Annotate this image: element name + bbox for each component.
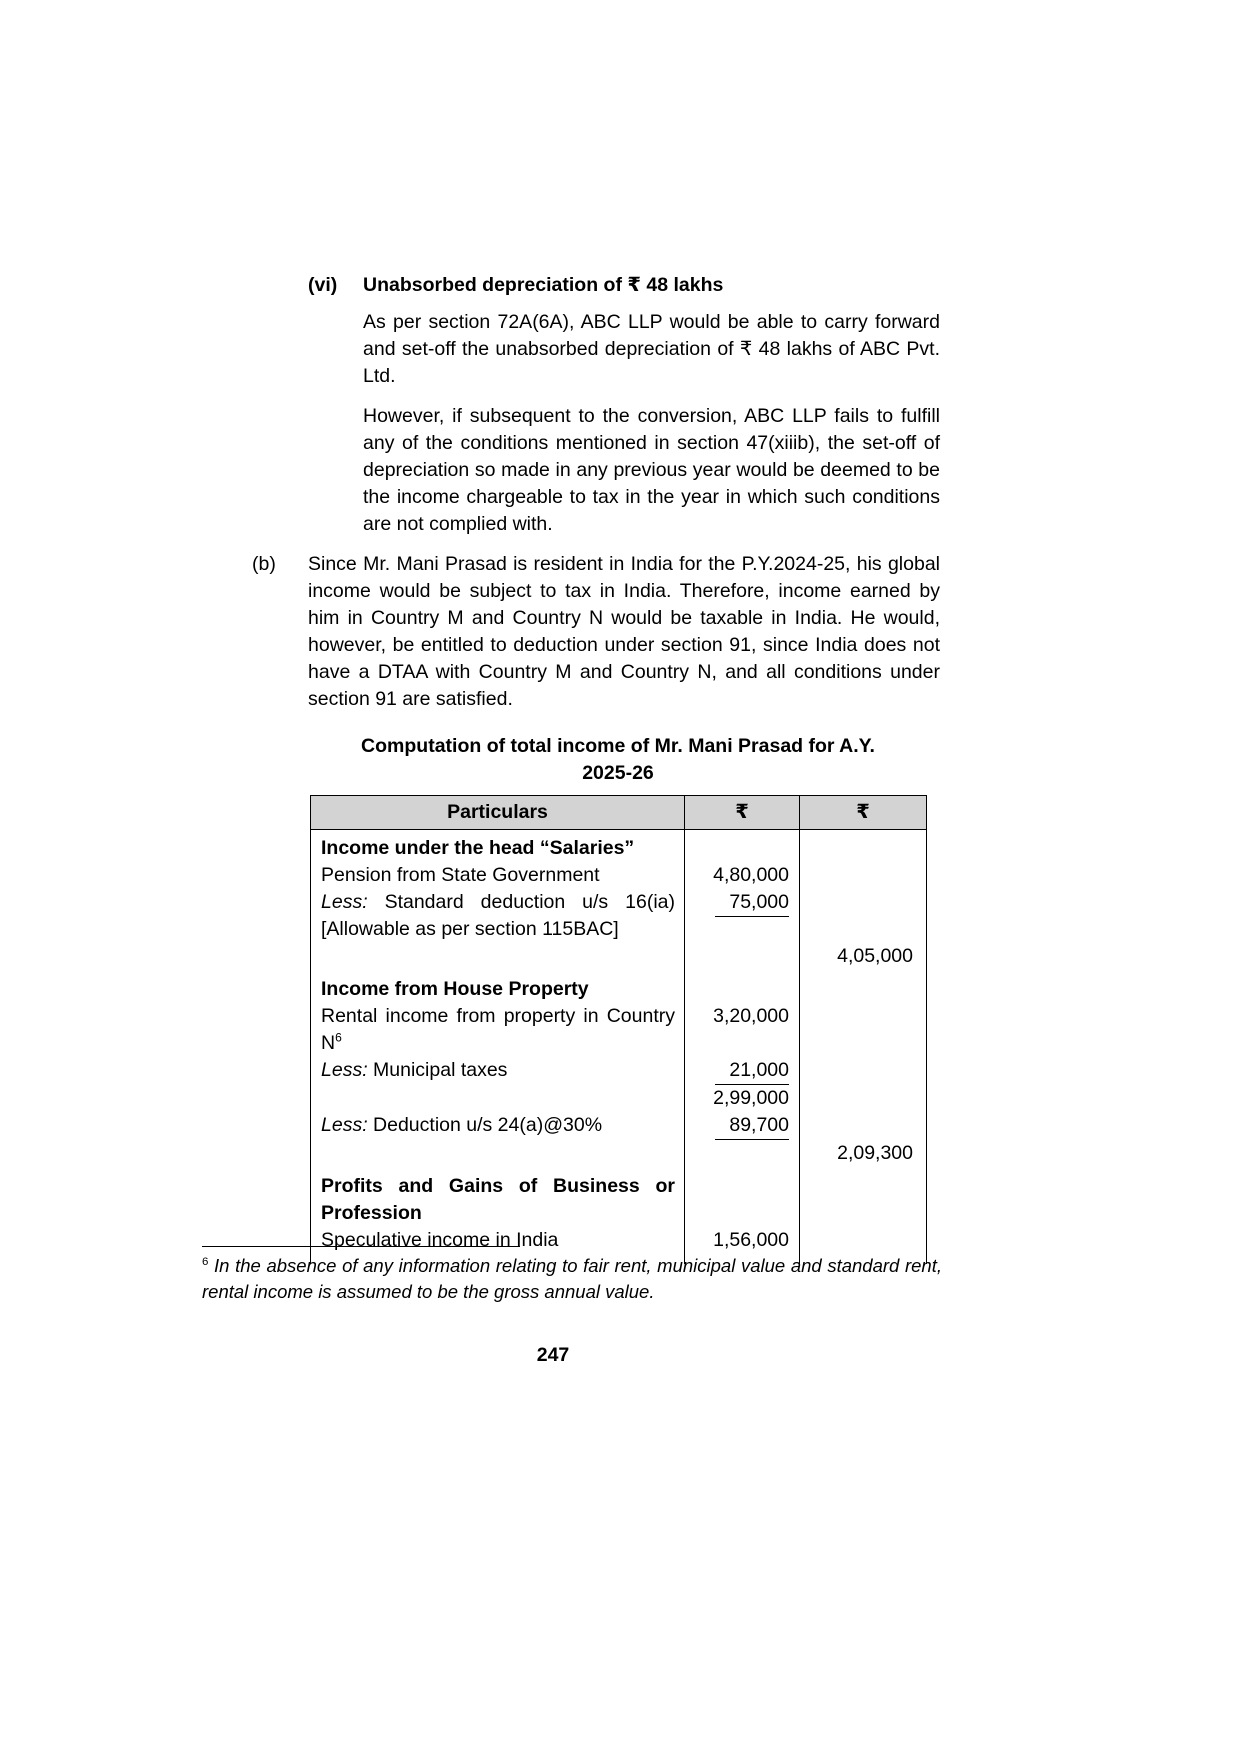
footnote [202, 1246, 942, 1305]
page-content [0, 272, 1241, 1264]
cell-amount-2 [800, 1057, 927, 1085]
amount-value: 4,80,000 [713, 864, 789, 886]
less-prefix: Less: [321, 1114, 374, 1136]
cell-amount-2 [800, 970, 927, 1003]
section-b [252, 551, 940, 713]
cell-amount-1 [685, 1003, 800, 1057]
table-header [311, 796, 927, 830]
section-vi [308, 272, 940, 538]
table-row [311, 1057, 927, 1085]
cell-particulars: Income under the head “Salaries” [321, 837, 635, 859]
cell-amount-1 [685, 1167, 800, 1227]
header-rupee-1: ₹ [685, 796, 800, 830]
amount-value: 75,000 [715, 889, 789, 917]
amount-value: 89,700 [715, 1112, 789, 1140]
amount-value: 2,99,000 [713, 1087, 789, 1109]
amount-value: 21,000 [715, 1057, 789, 1085]
cell-amount-1 [685, 943, 800, 970]
header-particulars: Particulars [311, 796, 685, 830]
cell-particulars: Less: Municipal taxes [321, 1059, 508, 1081]
table-row [311, 943, 927, 970]
table-row [311, 862, 927, 889]
table-row [311, 1085, 927, 1112]
less-prefix: Less: [321, 1059, 374, 1081]
cell-amount-1 [685, 1140, 800, 1167]
table-row [311, 1003, 927, 1057]
cell-particulars: Speculative income in India [321, 1229, 559, 1251]
cell-particulars: Less: Standard deduction u/s 16(ia) [Allowable as per section 115BAC] [321, 891, 675, 940]
cell-particulars [311, 1085, 685, 1112]
table-row [311, 830, 927, 863]
table-row [311, 970, 927, 1003]
cell-particulars: Less: Deduction u/s 24(a)@30% [321, 1114, 603, 1136]
amount-value: 1,56,000 [713, 1229, 789, 1251]
table-body [311, 830, 927, 1265]
cell-amount-2 [800, 1085, 927, 1112]
section-vi-heading [308, 272, 940, 299]
cell-particulars: Pension from State Government [321, 864, 600, 886]
amount-value: 3,20,000 [713, 1005, 789, 1027]
table-title-line2: 2025-26 [582, 762, 654, 784]
footnote-divider [202, 1246, 520, 1247]
footnote-text [202, 1253, 942, 1305]
cell-amount-2 [800, 830, 927, 863]
cell-amount-1 [685, 889, 800, 943]
cell-particulars: Profits and Gains of Business or Profession [321, 1175, 675, 1224]
cell-amount-1 [685, 1085, 800, 1112]
paragraph: However, if subsequent to the conversion, ABC LLP fails to fulfill any of the conditions mentioned in section 47(xiiib), the set-off of depreciation so made in any previous year would be deemed to be the income chargeable to tax in the year in which such conditions are not complied with. [363, 405, 940, 535]
section-b-label: (b) [252, 553, 276, 575]
less-prefix: Less: [321, 891, 385, 913]
cell-amount-2 [800, 1003, 927, 1057]
cell-amount-2 [800, 1112, 927, 1140]
table-row [311, 1167, 927, 1227]
cell-particulars [311, 943, 685, 970]
section-vi-body [363, 309, 940, 538]
footnote-reference: 6 [335, 1030, 342, 1045]
cell-amount-1 [685, 1112, 800, 1140]
footnote-body: In the absence of any information relating to fair rent, municipal value and standard rent, rental income is assumed to be the gross annual value. [202, 1255, 942, 1302]
section-vi-label: (vi) [308, 274, 338, 296]
cell-particulars: Income from House Property [321, 978, 589, 1000]
table-row [311, 1112, 927, 1140]
computation-table [310, 795, 927, 1264]
cell-particulars: Rental income from property in Country $N^6$ [321, 1005, 675, 1054]
table-title-line1: Computation of total income of Mr. Mani Prasad for A.Y. [361, 735, 875, 757]
table-row [311, 889, 927, 943]
header-rupee-2: ₹ [800, 796, 927, 830]
footnote-marker: 6 [202, 1255, 209, 1268]
cell-amount-2: 4,05,000 [800, 943, 927, 970]
cell-amount-2 [800, 889, 927, 943]
section-vi-heading-text: Unabsorbed depreciation of ₹ 48 lakhs [363, 274, 724, 296]
cell-amount-1 [685, 1057, 800, 1085]
cell-amount-2 [800, 1167, 927, 1227]
cell-amount-1 [685, 830, 800, 863]
table-title [310, 733, 926, 787]
cell-amount-2: 2,09,300 [800, 1140, 927, 1167]
cell-amount-2 [800, 862, 927, 889]
cell-particulars [311, 1140, 685, 1167]
cell-amount-1 [685, 970, 800, 1003]
section-b-text: Since Mr. Mani Prasad is resident in India for the P.Y.2024-25, his global income would be subject to tax in India. Therefore, income earned by him in Country M and Country N would be taxable in India. He would, however, be entitled to deduction under section 91, since India does not have a DTAA with Country M and Country N, and all conditions under section 91 are satisfied. [308, 553, 940, 710]
table-row [311, 1140, 927, 1167]
page-number: 247 [536, 1344, 570, 1366]
paragraph: As per section 72A(6A), ABC LLP would be able to carry forward and set-off the unabsorbed depreciation of ₹ 48 lakhs of ABC Pvt. Ltd. [363, 311, 940, 387]
cell-amount-1 [685, 862, 800, 889]
